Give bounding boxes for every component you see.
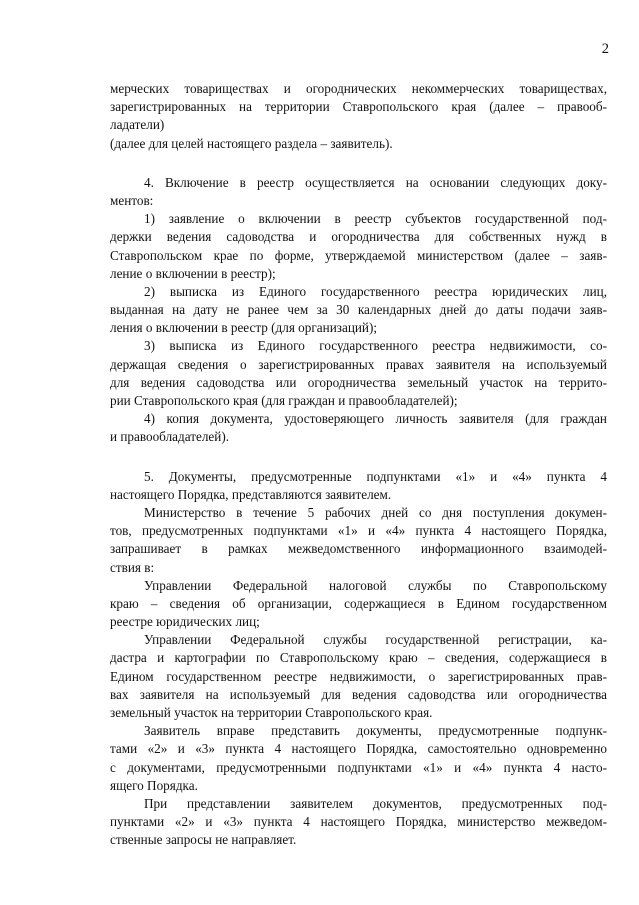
text-line: земельный участок на территории Ставропольского края. bbox=[110, 705, 433, 720]
text-line: реестре юридических лиц; bbox=[110, 614, 260, 630]
text-line: выданная на дату не ранее чем за 30 календарных дней до даты подачи заяв- bbox=[110, 302, 607, 318]
text-line: 4. Включение в реестр осуществляется на основании следующих доку- bbox=[144, 174, 607, 190]
paragraph-subitem-3 bbox=[110, 337, 607, 410]
text-line: ствия в: bbox=[110, 559, 155, 575]
text-line: держащая сведения о зарегистрированных правах заявителя на используемый bbox=[110, 356, 607, 372]
text-line: Управлении Федеральной налоговой службы по Ставропольскому bbox=[144, 577, 607, 593]
text-line: пунктами «2» и «3» пункта 4 настоящего Порядка, министерство межведом- bbox=[110, 814, 607, 830]
text-line: ящего Порядка. bbox=[110, 777, 198, 793]
text-line: тами «2» и «3» пункта 4 настоящего Порядка, самостоятельно одновременно bbox=[110, 741, 607, 757]
text-line: ментов: bbox=[110, 192, 154, 208]
text-line: рии Ставропольского края (для граждан и правообладателей); bbox=[110, 393, 458, 408]
text-line: держки ведения садоводства и огородничества для собственных нужд в bbox=[110, 229, 607, 245]
text-line: При представлении заявителем документов, предусмотренных под- bbox=[144, 795, 607, 811]
text-line: тов, предусмотренных подпунктами «1» и «4» пункта 4 настоящего Порядка, bbox=[110, 523, 607, 539]
text-line: с документами, предусмотренными подпунктами «1» и «4» пункта 4 насто- bbox=[110, 759, 607, 775]
paragraph-tax-service bbox=[110, 577, 607, 632]
text-line: ственные запросы не направляет. bbox=[110, 832, 297, 848]
paragraph-item-5 bbox=[110, 468, 607, 504]
text-line: (далее для целей настоящего раздела – заявитель). bbox=[110, 135, 393, 151]
text-line: Управлении Федеральной службы государственной регистрации, ка- bbox=[144, 632, 607, 648]
text-line: ление о включении в реестр); bbox=[110, 265, 276, 281]
text-line: краю – сведения об организации, содержащиеся в Едином государственном bbox=[110, 595, 607, 611]
paragraph-subitem-2 bbox=[110, 283, 607, 338]
text-line: зарегистрированных на территории Ставропольского края (далее – правооб- bbox=[110, 99, 607, 115]
text-line: 2) выписка из Единого государственного реестра юридических лиц, bbox=[144, 283, 607, 299]
text-line: запрашивает в рамках межведомственного информационного взаимодей- bbox=[110, 541, 607, 557]
text-line: вах заявителя на используемый для ведения садоводства или огородничества bbox=[110, 686, 607, 702]
paragraph-no-requests bbox=[110, 795, 607, 850]
text-line: мерческих товариществах и огороднических некоммерческих товариществах, bbox=[110, 81, 607, 96]
text-line: Ставропольском крае по форме, утверждаемой министерством (далее – заяв- bbox=[110, 247, 607, 263]
paragraph-subitem-4 bbox=[110, 410, 607, 446]
text-line: дастра и картографии по Ставропольскому краю – сведения, содержащиеся в bbox=[110, 650, 607, 666]
text-line: 5. Документы, предусмотренные подпунктами «1» и «4» пункта 4 bbox=[144, 468, 607, 484]
page-number: 2 bbox=[601, 41, 609, 57]
paragraph-applicant-right bbox=[110, 722, 607, 795]
text-line: Заявитель вправе представить документы, предусмотренные подпунк- bbox=[144, 723, 607, 739]
text-line: 1) заявление о включении в реестр субъектов государственной под- bbox=[144, 211, 607, 227]
paragraph-subitem-1 bbox=[110, 210, 607, 283]
text-line: и правообладателей). bbox=[110, 429, 230, 445]
text-line: Министерство в течение 5 рабочих дней со дня поступления докумен- bbox=[144, 504, 607, 520]
paragraph-registration-service bbox=[110, 631, 607, 722]
text-line: ладатели) bbox=[110, 117, 165, 133]
text-line: ления о включении в реестр (для организаций); bbox=[110, 320, 378, 336]
text-line: настоящего Порядка, представляются заявителем. bbox=[110, 486, 392, 502]
text-line: 3) выписка из Единого государственного реестра недвижимости, со- bbox=[144, 338, 607, 354]
paragraph-recipients bbox=[110, 80, 607, 153]
paragraph-item-4 bbox=[110, 174, 607, 210]
text-line: для ведения садоводства или огородничества земельный участок на террито- bbox=[110, 374, 607, 390]
paragraph-ministry-request bbox=[110, 504, 607, 577]
text-line: 4) копия документа, удостоверяющего личность заявителя (для граждан bbox=[144, 411, 607, 427]
document-body bbox=[110, 80, 607, 850]
text-line: Едином государственном реестре недвижимости, о зарегистрированных прав- bbox=[110, 668, 607, 684]
